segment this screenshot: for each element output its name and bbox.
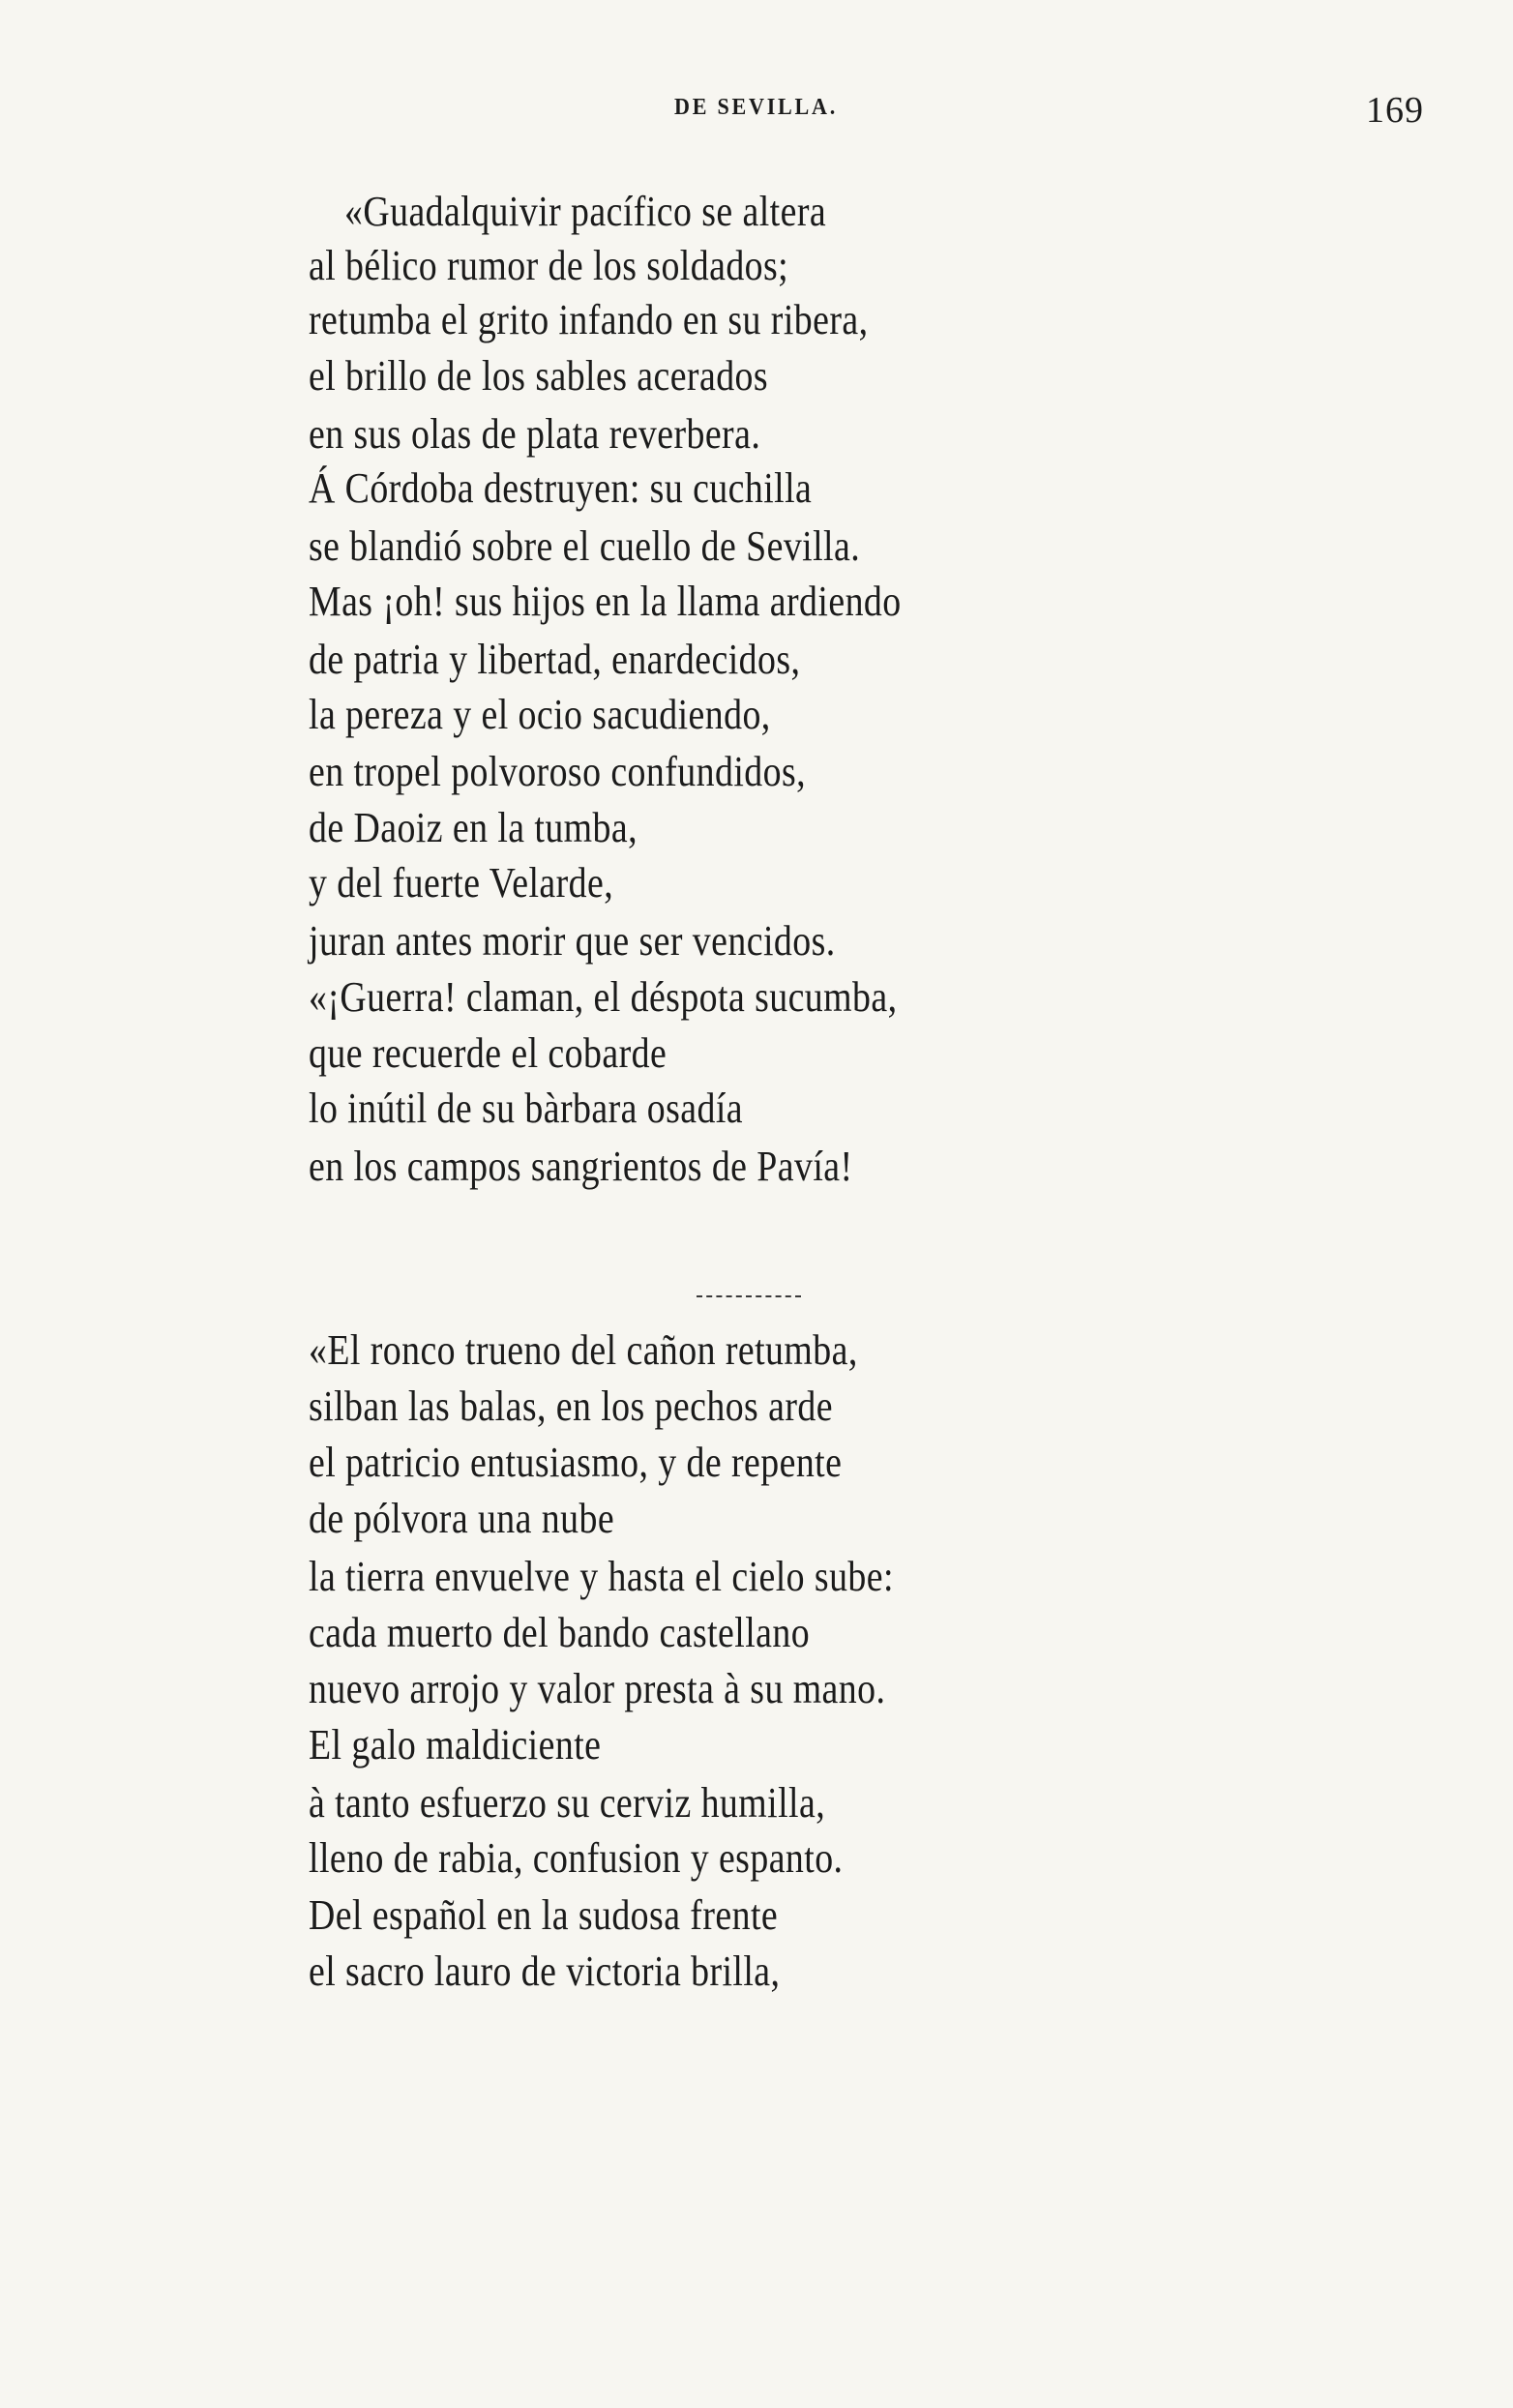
poem-line: à tanto esfuerzo su cerviz humilla, — [309, 1779, 826, 1827]
poem-line: el brillo de los sables acerados — [309, 352, 769, 400]
poem-line: el patricio entusiasmo, y de repente — [309, 1439, 843, 1486]
poem-line: la pereza y el ocio sacudiendo, — [309, 691, 771, 738]
poem-line: en los campos sangrientos de Pavía! — [309, 1143, 853, 1190]
poem-line: en tropel polvoroso confundidos, — [309, 748, 807, 795]
poem-line: retumba el grito infando en su ribera, — [309, 296, 869, 343]
poem-line: juran antes morir que ser vencidos. — [309, 917, 836, 965]
poem-line: se blandió sobre el cuello de Sevilla. — [309, 522, 861, 570]
poem-line: El galo maldiciente — [309, 1721, 602, 1769]
poem-line: que recuerde el cobarde — [309, 1029, 668, 1077]
running-title: DE SEVILLA. — [674, 95, 839, 120]
poem-line: el sacro lauro de victoria brilla, — [309, 1947, 781, 1995]
poem-line: Á Córdoba destruyen: su cuchilla — [309, 464, 813, 512]
poem-line: «El ronco trueno del cañon retumba, — [309, 1326, 858, 1374]
stanza-divider — [697, 1295, 801, 1297]
poem-line: de Daoiz en la tumba, — [309, 804, 638, 851]
poem-line: al bélico rumor de los soldados; — [309, 242, 789, 289]
page-number: 169 — [1366, 90, 1424, 131]
poem-line: en sus olas de plata reverbera. — [309, 410, 761, 458]
poem-line: «¡Guerra! claman, el déspota sucumba, — [309, 973, 898, 1021]
poem-line: de patria y libertad, enardecidos, — [309, 636, 801, 683]
poem-line: y del fuerte Velarde, — [309, 859, 614, 907]
poem-line: nuevo arrojo y valor presta à su mano. — [309, 1665, 886, 1712]
poem-line: de pólvora una nube — [309, 1495, 615, 1542]
poem-line: cada muerto del bando castellano — [309, 1609, 811, 1656]
poem-line: silban las balas, en los pechos arde — [309, 1382, 833, 1430]
poem-line: Mas ¡oh! sus hijos en la llama ardiendo — [309, 578, 902, 625]
poem-line: lo inútil de su bàrbara osadía — [309, 1085, 743, 1132]
poem-line: lleno de rabia, confusion y espanto. — [309, 1834, 844, 1882]
poem-line: «Guadalquivir pacífico se altera — [344, 188, 827, 235]
poem-line: la tierra envuelve y hasta el cielo sube: — [309, 1553, 894, 1600]
poem-line: Del español en la sudosa frente — [309, 1891, 779, 1939]
